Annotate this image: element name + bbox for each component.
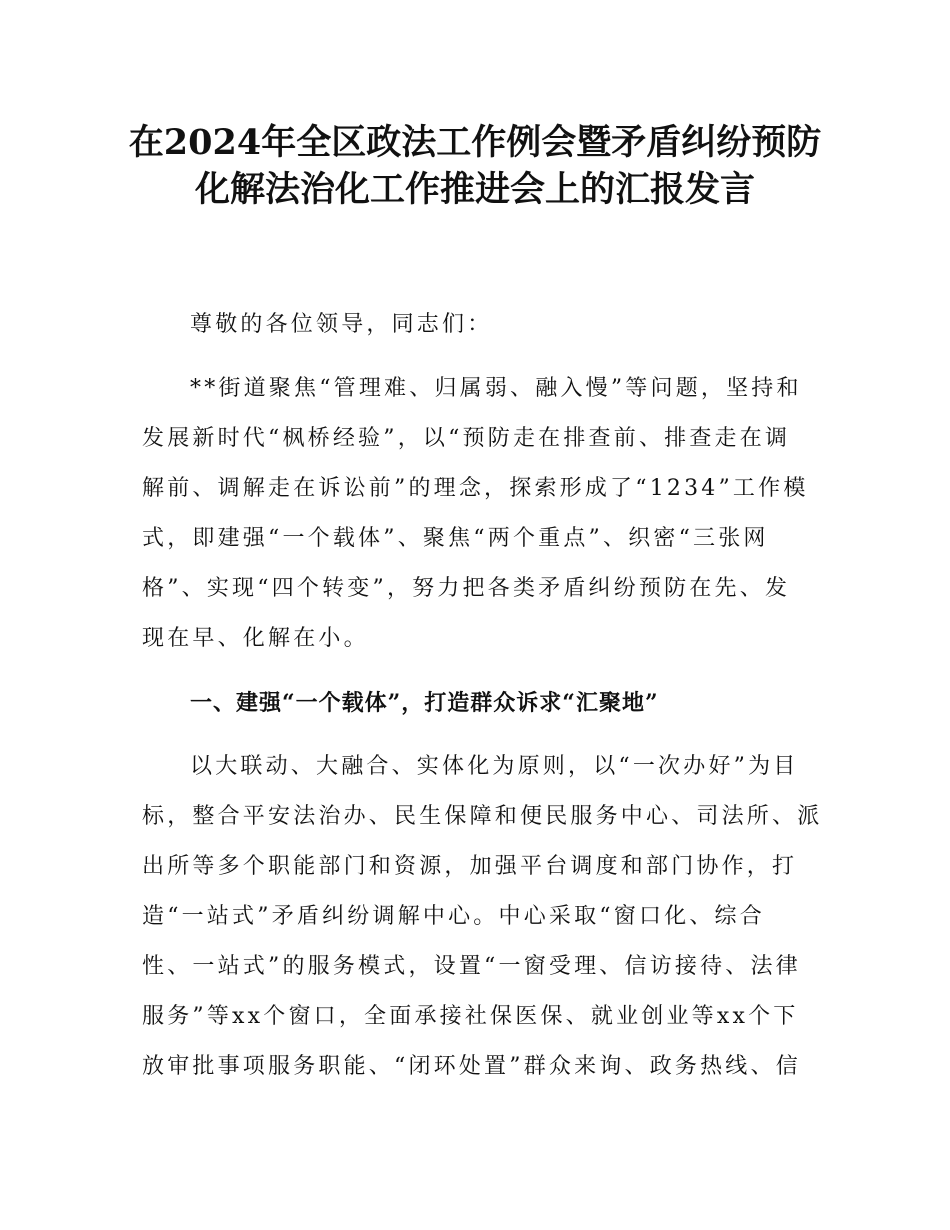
- intro-line-1: **街道聚焦“管理难、归属弱、融入慢”等问题，坚持和: [190, 376, 802, 401]
- salutation: 尊敬的各位领导，同志们：: [190, 312, 493, 337]
- section-1-line-2: 标，整合平安法治办、民生保障和便民服务中心、司法所、派: [142, 804, 823, 829]
- section-1-heading: 一、建强“一个载体”，打造群众诉求“汇聚地”: [190, 690, 659, 716]
- document-title-line-1: 在2024年全区政法工作例会暨矛盾纠纷预防: [128, 122, 822, 163]
- section-1-line-4: 造“一站式”矛盾纠纷调解中心。中心采取“窗口化、综合: [142, 904, 765, 929]
- intro-line-4: 式，即建强“一个载体”、聚焦“两个重点”、织密“三张网: [142, 526, 769, 551]
- intro-line-6: 现在早、化解在小。: [142, 626, 369, 651]
- section-1-line-1: 以大联动、大融合、实体化为原则，以“一次办好”为目: [190, 754, 799, 779]
- section-1-line-3: 出所等多个职能部门和资源，加强平台调度和部门协作，打: [142, 854, 798, 879]
- section-1-line-7: 放审批事项服务职能、“闭环处置”群众来询、政务热线、信: [142, 1054, 801, 1079]
- section-1-line-6: 服务”等xx个窗口，全面承接社保医保、就业创业等xx个下: [142, 1004, 799, 1029]
- document-title-line-2: 化解法治化工作推进会上的汇报发言: [194, 169, 755, 210]
- intro-line-2: 发展新时代“枫桥经验”，以“预防走在排查前、排查走在调: [142, 426, 791, 451]
- intro-line-3: 解前、调解走在诉讼前”的理念，探索形成了“1234”工作模: [142, 476, 809, 501]
- intro-line-5: 格”、实现“四个转变”，努力把各类矛盾纠纷预防在先、发: [142, 576, 791, 601]
- section-1-line-5: 性、一站式”的服务模式，设置“一窗受理、信访接待、法律: [142, 954, 801, 979]
